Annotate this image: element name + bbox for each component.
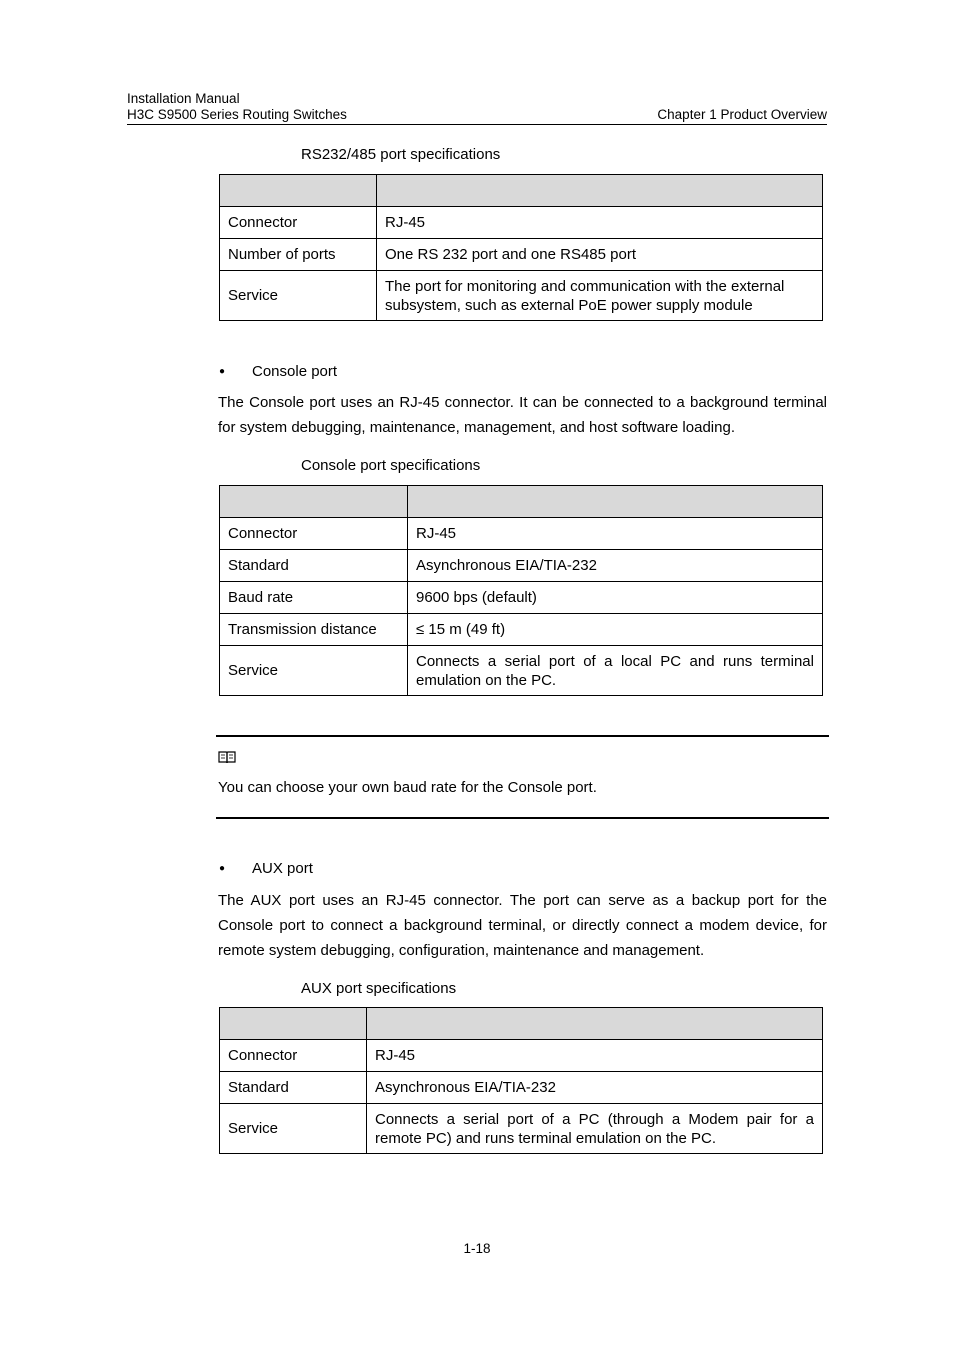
table-header-row <box>220 1008 823 1040</box>
aux-table-caption: AUX port specifications <box>301 980 457 997</box>
spec-item: Number of ports <box>220 239 377 271</box>
spec-value: Connects a serial port of a PC (through a Modem pair for a remote PC) and runs terminal emulation on the PC. <box>367 1104 823 1154</box>
aux-bullet <box>219 860 313 878</box>
spec-value: Asynchronous EIA/TIA-232 <box>367 1072 823 1104</box>
table-row <box>220 582 823 614</box>
spec-item: Standard <box>220 1072 367 1104</box>
aux-spec-table <box>219 1007 823 1154</box>
manual-title: Installation Manual <box>127 91 240 106</box>
table-row <box>220 207 823 239</box>
table-row <box>220 239 823 271</box>
table-header-row <box>220 486 823 518</box>
aux-paragraph: The AUX port uses an RJ-45 connector. The port can serve as a backup port for the Console port to connect a background terminal, or directly connect a modem device, for remote system debugging, configuration, maintenance and management. <box>218 892 827 959</box>
spec-item: Connector <box>220 518 408 550</box>
table-row <box>220 550 823 582</box>
table-row <box>220 1040 823 1072</box>
table-header-row <box>220 175 823 207</box>
table-row <box>220 614 823 646</box>
note-text: You can choose your own baud rate for the Console port. <box>218 779 597 796</box>
spec-item: Service <box>220 271 377 321</box>
console-bullet <box>219 363 337 381</box>
bullet-label: Console port <box>252 363 338 380</box>
spec-item: Connector <box>220 207 377 239</box>
table-row <box>220 518 823 550</box>
spec-item: Connector <box>220 1040 367 1072</box>
note-top-rule <box>216 735 829 737</box>
note-bottom-rule <box>216 817 829 819</box>
chapter-title: Chapter 1 Product Overview <box>657 107 827 122</box>
spec-value: 9600 bps (default) <box>408 582 823 614</box>
bullet-dot-icon: ● <box>219 863 226 874</box>
header-divider <box>127 124 827 125</box>
console-paragraph: The Console port uses an RJ-45 connector. It can be connected to a background terminal for system debugging, maintenance, management, and host software loading. <box>218 394 827 436</box>
book-icon <box>218 750 236 769</box>
spec-item: Service <box>220 1104 367 1154</box>
spec-item: Standard <box>220 550 408 582</box>
table-row <box>220 1104 823 1154</box>
table-row <box>220 646 823 696</box>
spec-value: Asynchronous EIA/TIA-232 <box>408 550 823 582</box>
spec-value: RJ-45 <box>367 1040 823 1072</box>
spec-value: ≤ 15 m (49 ft) <box>408 614 823 646</box>
rs232-spec-table <box>219 174 823 321</box>
spec-value: The port for monitoring and communication with the external subsystem, such as external PoE power supply module <box>377 271 823 321</box>
page-header <box>127 91 827 123</box>
table-row <box>220 271 823 321</box>
console-spec-table <box>219 485 823 696</box>
spec-value: RJ-45 <box>377 207 823 239</box>
table-row <box>220 1072 823 1104</box>
product-name: H3C S9500 Series Routing Switches <box>127 107 347 122</box>
page-number: 1-18 <box>463 1241 491 1256</box>
spec-value: RJ-45 <box>408 518 823 550</box>
spec-item: Service <box>220 646 408 696</box>
spec-value: Connects a serial port of a local PC and runs terminal emulation on the PC. <box>408 646 823 696</box>
spec-item: Baud rate <box>220 582 408 614</box>
rs232-table-caption: RS232/485 port specifications <box>301 146 501 163</box>
spec-item: Transmission distance <box>220 614 408 646</box>
console-table-caption: Console port specifications <box>301 457 481 474</box>
bullet-label: AUX port <box>252 860 313 877</box>
bullet-dot-icon: ● <box>219 366 226 377</box>
spec-value: One RS 232 port and one RS485 port <box>377 239 823 271</box>
